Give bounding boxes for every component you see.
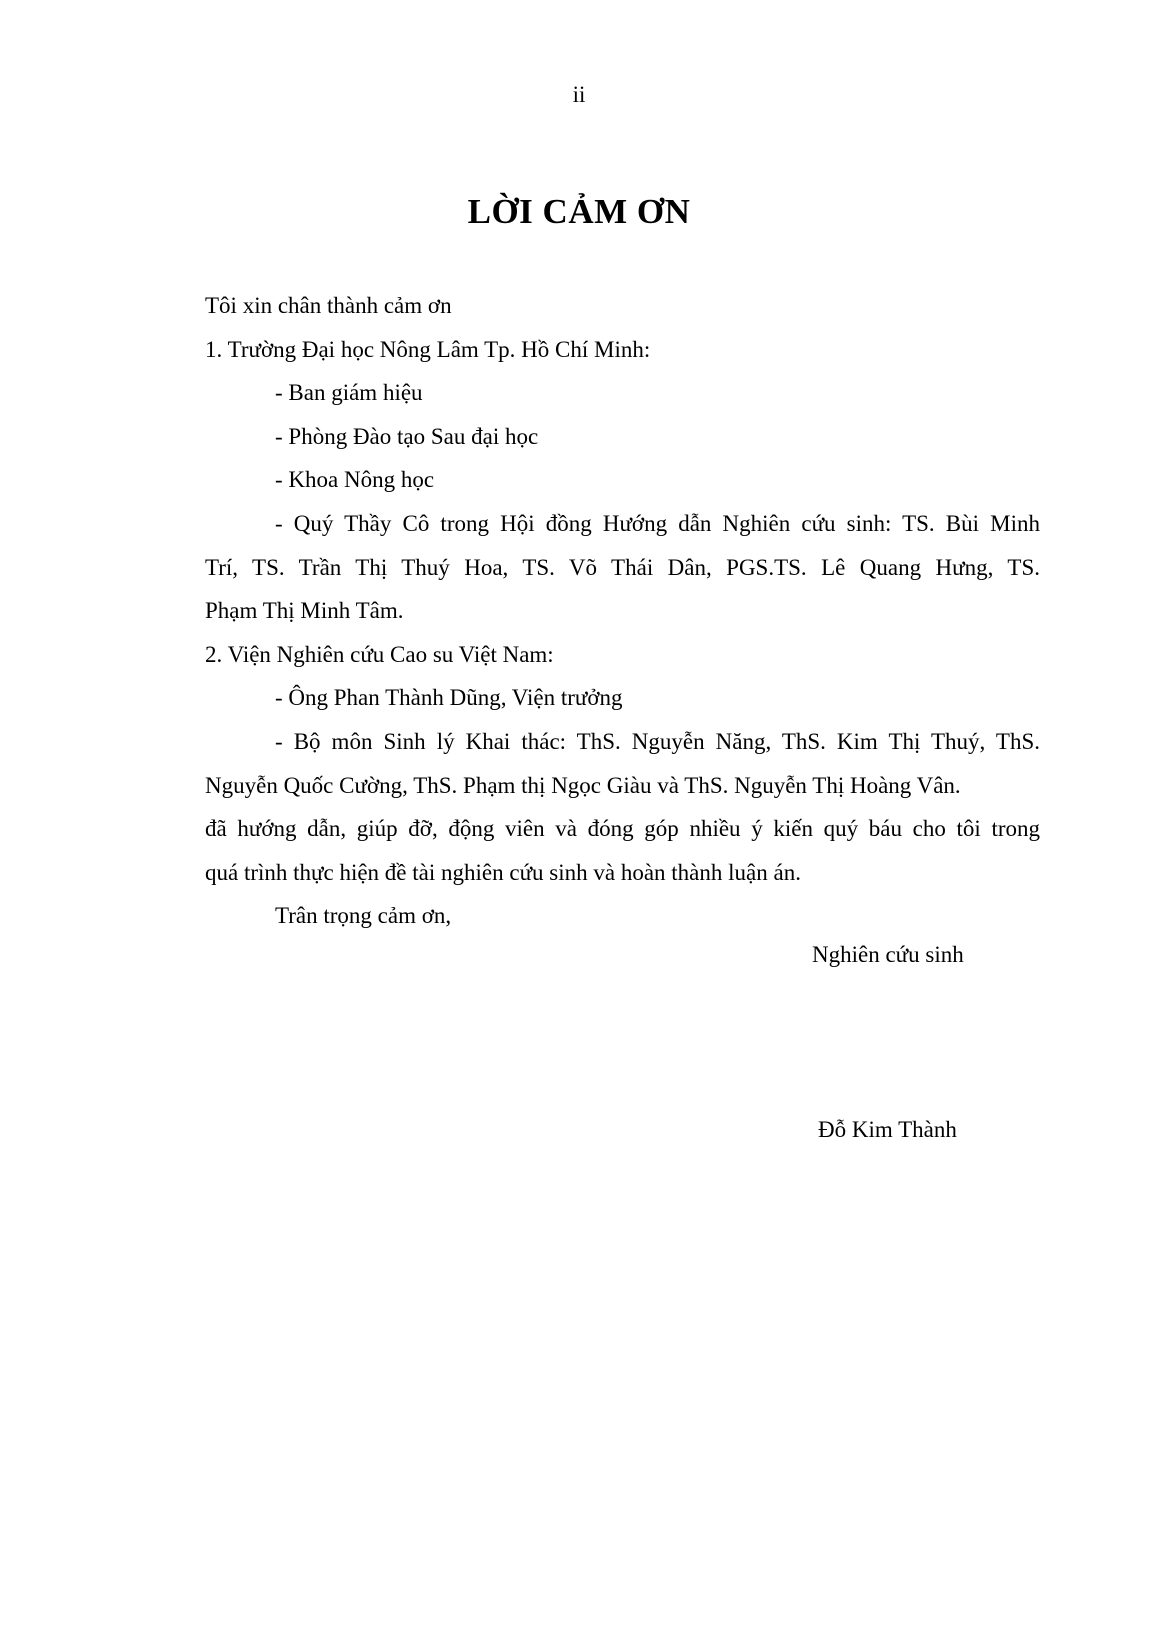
section1-item-faculty: - Khoa Nông học bbox=[275, 467, 435, 493]
page-number: ii bbox=[572, 82, 586, 107]
section1-item-board: - Ban giám hiệu bbox=[275, 380, 423, 406]
intro-line: Tôi xin chân thành cảm ơn bbox=[205, 293, 452, 318]
section1-heading: 1. Trường Đại học Nông Lâm Tp. Hồ Chí Minh: bbox=[205, 336, 651, 362]
page-title: LỜI CẢM ƠN bbox=[467, 192, 691, 231]
dept-line-1: - Bộ môn Sinh lý Khai thác: ThS. Nguyễn Năng, ThS. Kim Thị Thuý, ThS. bbox=[275, 728, 1040, 754]
signature-label: Nghiên cứu sinh bbox=[812, 942, 964, 967]
section2-heading: 2. Viện Nghiên cứu Cao su Việt Nam: bbox=[205, 641, 554, 667]
dept-line-2: Nguyễn Quốc Cường, ThS. Phạm thị Ngọc Giàu và ThS. Nguyễn Thị Hoàng Vân. bbox=[205, 772, 961, 798]
conclusion-line-1: đã hướng dẫn, giúp đỡ, động viên và đóng góp nhiều ý kiến quý báu cho tôi trong bbox=[205, 816, 1040, 842]
conclusion-line-2: quá trình thực hiện đề tài nghiên cứu sinh và hoàn thành luận án. bbox=[205, 859, 801, 885]
closing-line: Trân trọng cảm ơn, bbox=[275, 903, 452, 929]
committee-line-3: Phạm Thị Minh Tâm. bbox=[205, 598, 404, 624]
signature-name: Đỗ Kim Thành bbox=[818, 1117, 957, 1142]
section1-item-graduate-office: - Phòng Đào tạo Sau đại học bbox=[275, 423, 539, 449]
committee-line-1: - Quý Thầy Cô trong Hội đồng Hướng dẫn Nghiên cứu sinh: TS. Bùi Minh bbox=[275, 510, 1040, 536]
acknowledgement-body bbox=[205, 284, 1040, 938]
section2-item-director: - Ông Phan Thành Dũng, Viện trưởng bbox=[275, 685, 623, 711]
committee-line-2: Trí, TS. Trần Thị Thuý Hoa, TS. Võ Thái Dân, PGS.TS. Lê Quang Hưng, TS. bbox=[205, 554, 1040, 580]
